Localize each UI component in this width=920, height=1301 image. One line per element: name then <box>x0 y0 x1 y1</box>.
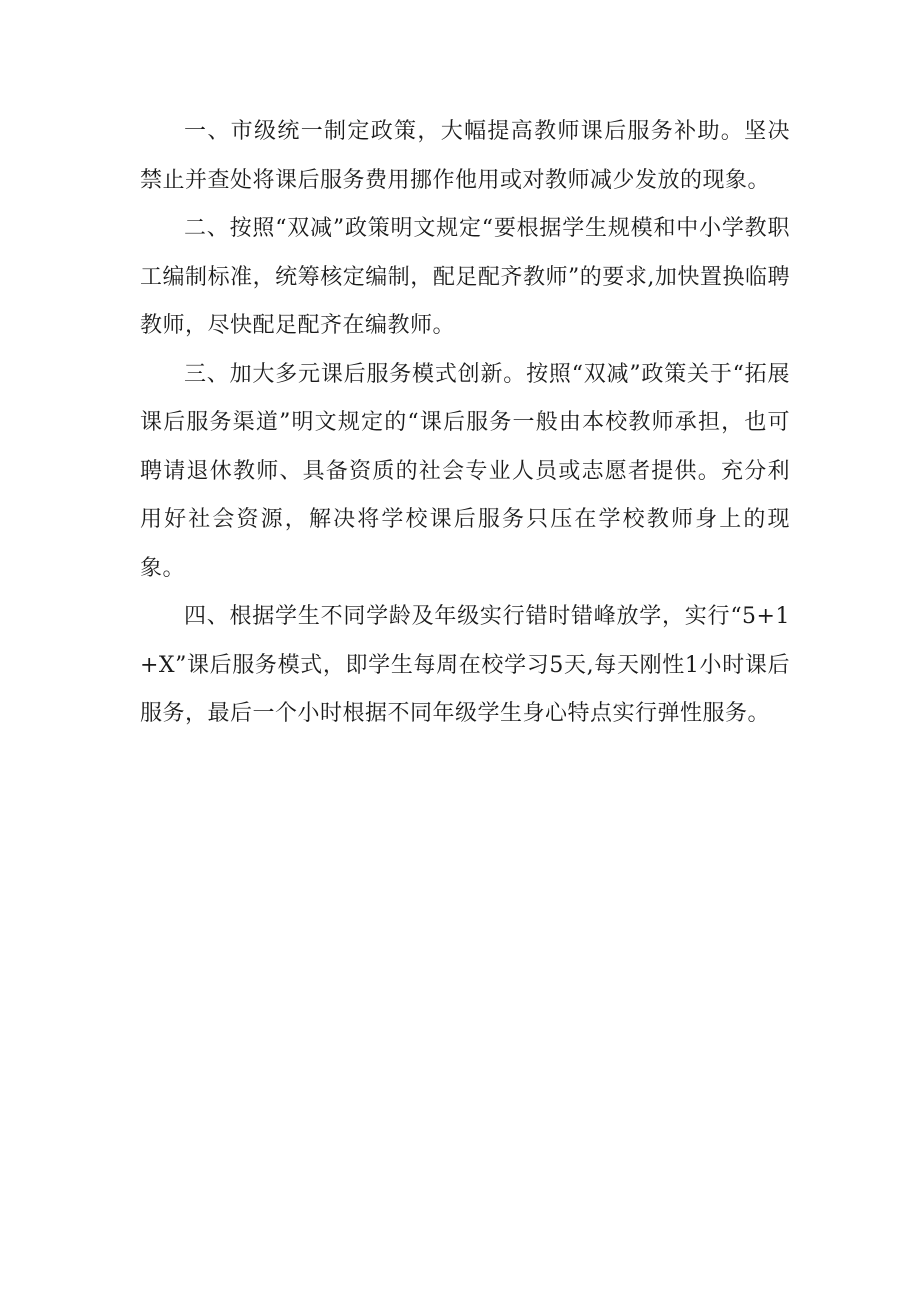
document-body <box>140 108 790 739</box>
paragraph-1: 一、市级统一制定政策，大幅提高教师课后服务补助。坚决禁止并查处将课后服务费用挪作他用或对教师减少发放的现象。 <box>140 119 790 193</box>
paragraph-4: 四、根据学生不同学龄及年级实行错时错峰放学，实行“5+1+X”课后服务模式，即学生每周在校学习5天,每天刚性1小时课后服务，最后一个小时根据不同年级学生身心特点实行弹性服务。 <box>140 604 790 726</box>
paragraph-2: 二、按照“双减”政策明文规定“要根据学生规模和中小学教职工编制标准，统筹核定编制，配足配齐教师”的要求,加快置换临聘教师，尽快配足配齐在编教师。 <box>140 216 790 338</box>
paragraph-3: 三、加大多元课后服务模式创新。按照“双减”政策关于“拓展课后服务渠道”明文规定的“课后服务一般由本校教师承担，也可聘请退休教师、具备资质的社会专业人员或志愿者提供。充分利用好社会资源，解决将学校课后服务只压在学校教师身上的现象。 <box>140 361 790 581</box>
